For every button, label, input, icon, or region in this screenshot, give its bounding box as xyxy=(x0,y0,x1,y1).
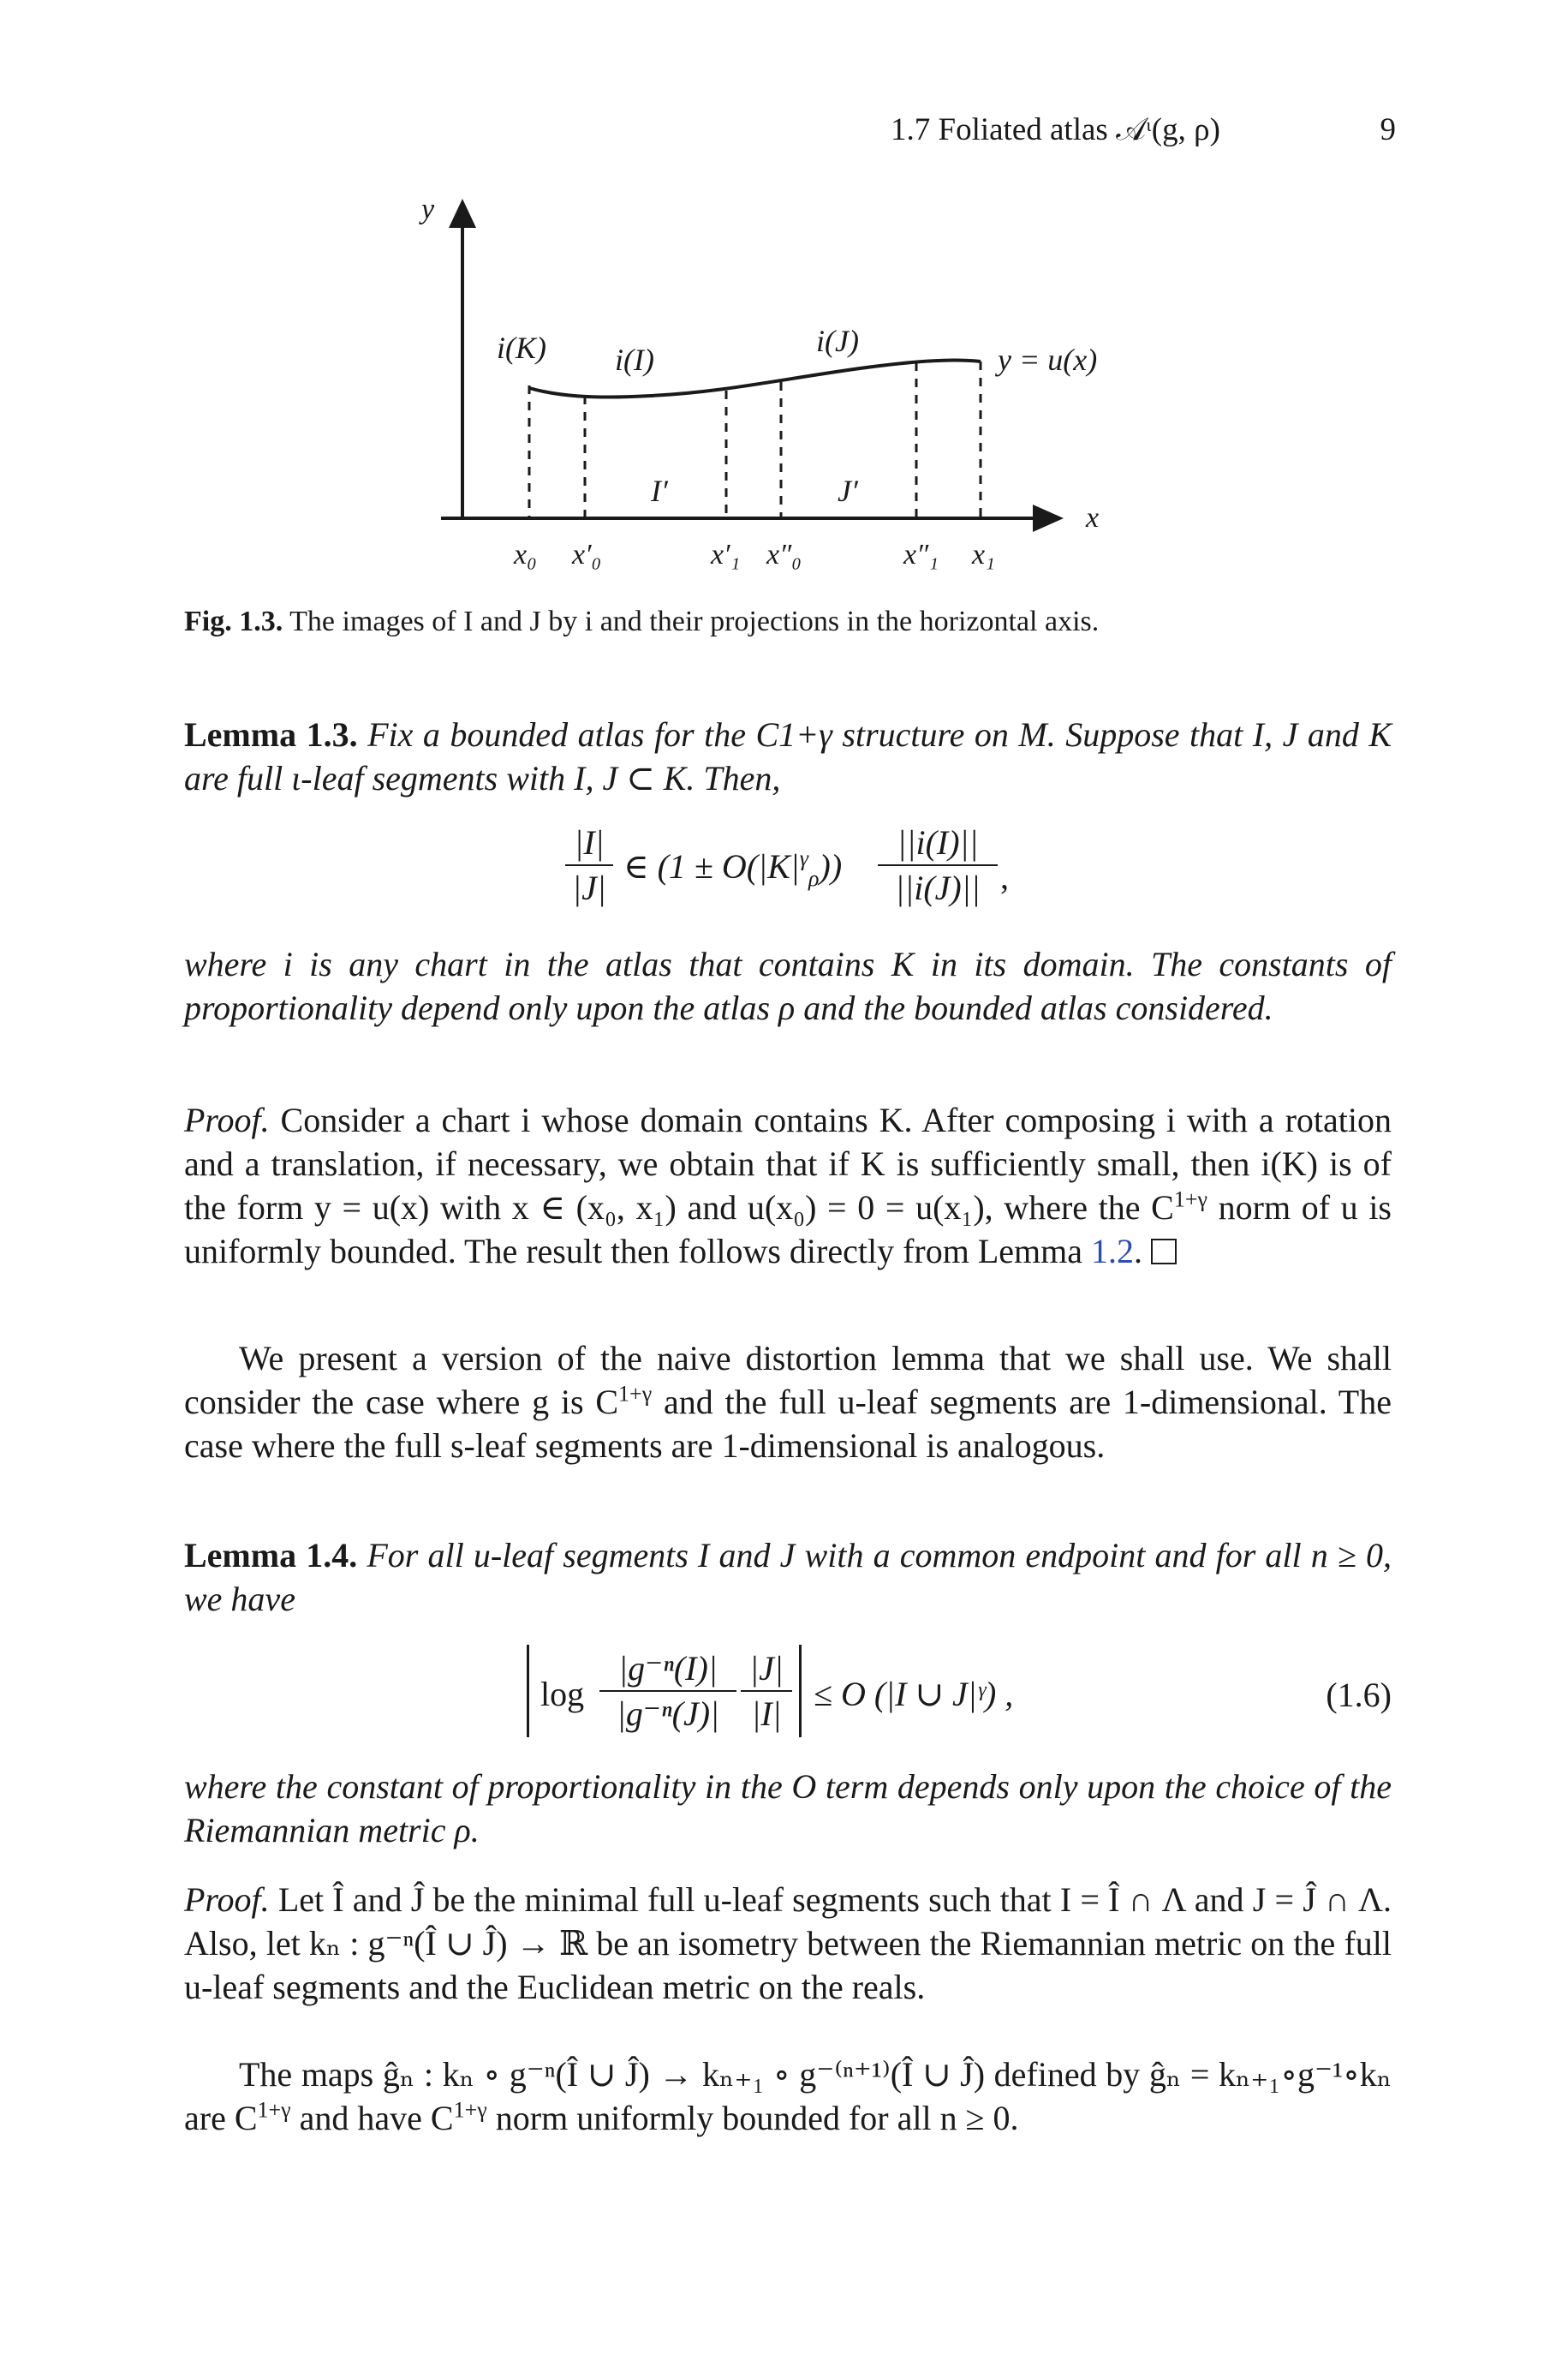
naive-text-a: We present a version of the naive distortion lemma that we shall use. We shall consider the case where g is C xyxy=(184,1339,1392,1421)
figure-caption xyxy=(184,604,1392,641)
label-Jprime: J′ xyxy=(838,474,858,508)
proof-heading: Proof. xyxy=(184,1880,270,1919)
y-axis-arrow-icon xyxy=(449,199,476,228)
proof-lemma-1-4 xyxy=(184,1878,1392,2009)
curve xyxy=(529,360,981,397)
curve-equation-label: y = u(x) xyxy=(998,343,1098,377)
proof-heading: Proof. xyxy=(184,1101,270,1139)
lemma-1-4-statement: For all u-leaf segments I and J with a common endpoint and for all n ≥ 0, we have xyxy=(184,1536,1392,1618)
proof-text-b: norm of u is uniformly bounded. The result then follows directly from Lemma xyxy=(184,1188,1392,1270)
formula-mid-sub: ρ xyxy=(808,866,820,891)
proof2-text2-a: The maps ĝₙ : kₙ ∘ g⁻ⁿ(Î ∪ Ĵ) → kₙ₊₁ ∘ g⁻⁽ⁿ⁺¹⁾(Î ∪ Ĵ) defined by ĝₙ = kₙ₊₁∘g⁻¹∘kₙ are C xyxy=(184,2055,1392,2137)
naive-text-b: and the full u-leaf segments are 1-dimensional. The case where the full s-leaf segments are 1-dimensional is analogous. xyxy=(184,1383,1392,1465)
lemma-ref-link[interactable]: 1.2 xyxy=(1091,1232,1135,1270)
proof2-text2-c: norm uniformly bounded for all n ≥ 0. xyxy=(486,2099,1019,2137)
formula-mid: ∈ (1 ± O(|K| xyxy=(623,847,800,886)
frac2-num: |J| xyxy=(749,1649,784,1688)
formula-lhs-den: |J| xyxy=(572,869,606,907)
x-axis-label: x xyxy=(1086,502,1100,534)
lemma-1-3-formula xyxy=(565,822,1045,917)
lemma-1-4-heading: Lemma 1.4. xyxy=(184,1536,358,1574)
label-iJ: i(J) xyxy=(816,324,859,358)
proof-lemma-1-3 xyxy=(184,1098,1392,1273)
lemma-1-3 xyxy=(184,713,1392,800)
tick-x0: x₀ xyxy=(514,539,537,571)
caption-label: Fig. 1.3. xyxy=(184,606,283,637)
log-operator: log xyxy=(540,1675,585,1713)
tick-x1: x₁ xyxy=(972,539,995,571)
proof2-text2-b: and have C xyxy=(290,2099,454,2137)
lemma-1-3-statement: Fix a bounded atlas for the C1+γ structure on M. Suppose that I, J and K are full ι-leaf segments with I, J ⊂ K. Then, xyxy=(184,715,1392,798)
tick-x1-prime: x′₁ xyxy=(711,539,741,571)
lemma-1-3-after: where i is any chart in the atlas that contains K in its domain. The constants of proportionality depend only upon the atlas ρ and the bounded atlas considered. xyxy=(184,945,1392,1027)
figure-1-3 xyxy=(402,184,1173,578)
qed-icon xyxy=(1151,1239,1177,1264)
caption-text: The images of I and J by i and their projections in the horizontal axis. xyxy=(289,606,1100,637)
proof-sup: 1+γ xyxy=(1173,1186,1208,1212)
formula-rhs-num: ||i(I)|| xyxy=(897,823,979,862)
fraction-bar xyxy=(599,1690,736,1692)
tick-x0-dprime: x″₀ xyxy=(766,539,802,571)
proof2-text: Let Î and Ĵ be the minimal full u-leaf segments such that I = Î ∩ Λ and J = Ĵ ∩ Λ. Also, let kₙ : g⁻ⁿ(Î ∪ Ĵ) → ℝ be an isometry between the Riemannian metric on the full u-leaf segments and the Euclidean metric on the reals. xyxy=(184,1880,1392,2006)
lemma-1-4 xyxy=(184,1533,1392,1621)
formula-mid-sup: γ xyxy=(799,845,809,871)
proof-text-c: . xyxy=(1134,1232,1143,1270)
fraction-bar xyxy=(741,1690,792,1692)
frac1-num: |g⁻ⁿ(I)| xyxy=(618,1649,718,1688)
running-title: 1.7 Foliated atlas 𝒜ᶥ(g, ρ) xyxy=(891,112,1220,147)
formula-rhs-den: ||i(J)|| xyxy=(895,869,981,907)
label-iI: i(I) xyxy=(615,343,654,377)
lemma-1-4-after: where the constant of proportionality in the O term depends only upon the choice of the Riemannian metric ρ. xyxy=(184,1767,1392,1849)
y-axis-label: y xyxy=(421,194,435,225)
x-axis-arrow-icon xyxy=(1033,505,1064,532)
lemma-1-3-heading: Lemma 1.3. xyxy=(184,715,358,754)
proof-lemma-1-4-cont xyxy=(184,2052,1392,2140)
naive-sup: 1+γ xyxy=(618,1381,653,1407)
fraction-bar xyxy=(878,864,998,866)
equation-number: (1.6) xyxy=(1326,1676,1392,1714)
formula-tail: , xyxy=(1000,857,1009,896)
fraction-bar xyxy=(565,864,613,866)
tick-x0-prime: x′₀ xyxy=(572,539,602,571)
formula-rhs: ≤ O (|I ∪ J|ᵞ) , xyxy=(814,1675,1014,1713)
proof-text-a: Consider a chart i whose domain contains K. After composing i with a rotation and a translation, if necessary, we obtain that if K is sufficiently small, then i(K) is of the form y = u(x) with x ∈ (x₀, x₁) and u(x₀) = 0 = u(x₁), where the C xyxy=(184,1101,1392,1227)
tick-x1-dprime: x″₁ xyxy=(903,539,939,571)
abs-bar-left xyxy=(527,1645,529,1737)
formula-lhs-num: |I| xyxy=(574,823,605,862)
proof2-sup-b: 1+γ xyxy=(453,2097,487,2123)
abs-bar-right xyxy=(799,1645,802,1737)
frac1-den: |g⁻ⁿ(J)| xyxy=(616,1694,720,1733)
proof2-sup-a: 1+γ xyxy=(257,2097,291,2123)
label-Iprime: I′ xyxy=(651,474,668,508)
naive-distortion-paragraph xyxy=(184,1336,1392,1467)
frac2-den: |I| xyxy=(751,1694,782,1733)
formula-mid-end: )) xyxy=(819,847,843,886)
lemma-1-4-formula xyxy=(527,1645,1177,1743)
label-iK: i(K) xyxy=(497,331,546,365)
page-number: 9 xyxy=(1380,112,1396,147)
